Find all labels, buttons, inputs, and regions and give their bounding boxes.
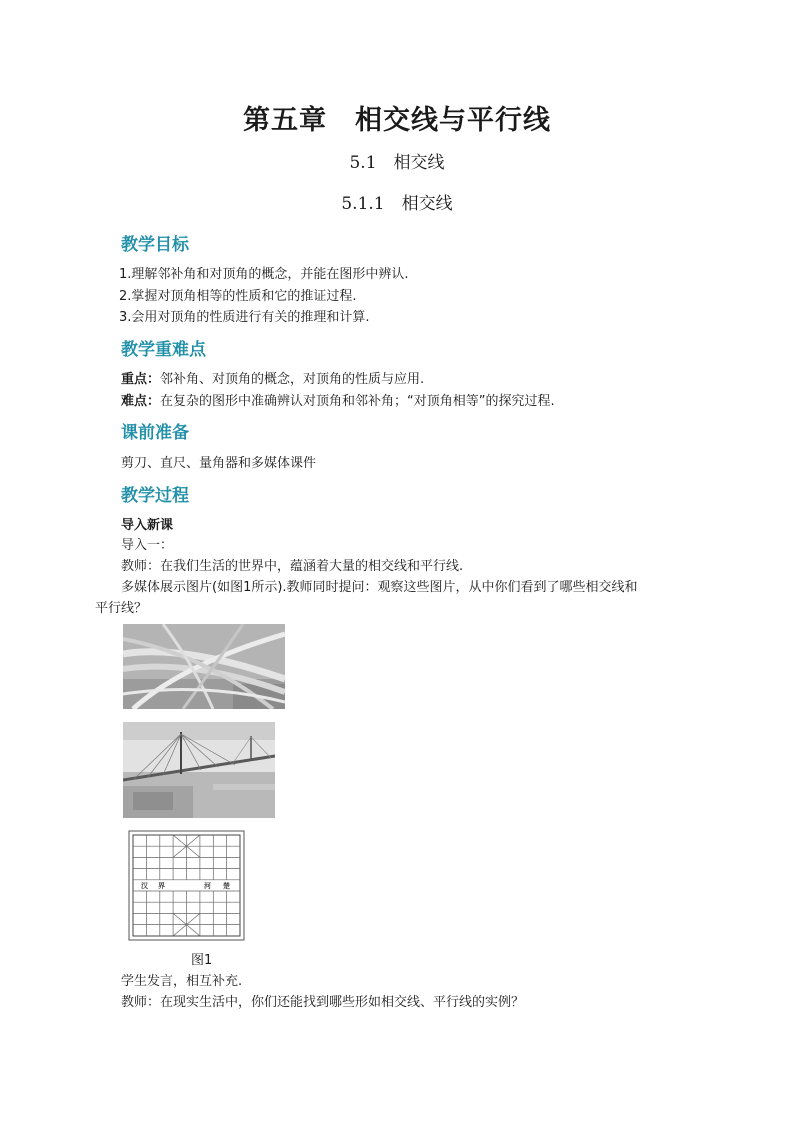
process-line: 学生发言，相互补充. bbox=[121, 974, 243, 989]
cable-stayed-bridge-photo bbox=[123, 722, 275, 818]
objective-item: 3.会用对顶角的性质进行有关的推理和计算. bbox=[119, 310, 370, 325]
preparation-text: 剪刀、直尺、量角器和多媒体课件 bbox=[121, 456, 317, 471]
process-line: 导入一： bbox=[121, 538, 174, 553]
focus-line bbox=[121, 368, 424, 387]
process-line: 教师：在我们生活的世界中，蕴涵着大量的相交线和平行线. bbox=[121, 559, 464, 574]
objective-item: 2.掌握对顶角相等的性质和它的推证过程. bbox=[119, 289, 357, 304]
board-river-char: 楚 bbox=[223, 881, 230, 890]
board-river-char: 河 bbox=[204, 881, 211, 890]
difficulty-line bbox=[121, 390, 555, 409]
intro-subheading: 导入新课 bbox=[121, 518, 174, 533]
objective-item: 1.理解邻补角和对顶角的概念，并能在图形中辨认. bbox=[119, 267, 409, 282]
process-heading: 教学过程 bbox=[121, 486, 189, 506]
process-line: 教师：在现实生活中，你们还能找到哪些形如相交线、平行线的实例？ bbox=[121, 995, 525, 1010]
figure-caption: 图1 bbox=[191, 953, 213, 968]
highway-interchange-photo bbox=[123, 624, 285, 709]
chinese-chess-board-image bbox=[128, 830, 245, 941]
process-line: 平行线？ bbox=[95, 601, 148, 616]
process-line: 多媒体展示图片(如图1所示).教师同时提问：观察这些图片，从中你们看到了哪些相交线和 bbox=[121, 580, 638, 595]
board-river-char: 界 bbox=[158, 881, 165, 890]
focus-label: 重点： bbox=[121, 372, 161, 387]
subsection-title: 5.1.1 相交线 bbox=[341, 194, 453, 214]
difficulty-label: 难点： bbox=[121, 394, 161, 409]
objectives-heading: 教学目标 bbox=[121, 235, 189, 255]
board-river-char: 汉 bbox=[141, 881, 148, 890]
key-points-heading: 教学重难点 bbox=[121, 340, 206, 360]
chapter-title: 第五章 相交线与平行线 bbox=[243, 105, 551, 136]
focus-text: 邻补角、对顶角的概念，对顶角的性质与应用. bbox=[160, 372, 425, 387]
difficulty-text: 在复杂的图形中准确辨认对顶角和邻补角；“对顶角相等”的探究过程. bbox=[160, 394, 555, 409]
section-title: 5.1 相交线 bbox=[349, 153, 445, 173]
preparation-heading: 课前准备 bbox=[121, 423, 189, 443]
